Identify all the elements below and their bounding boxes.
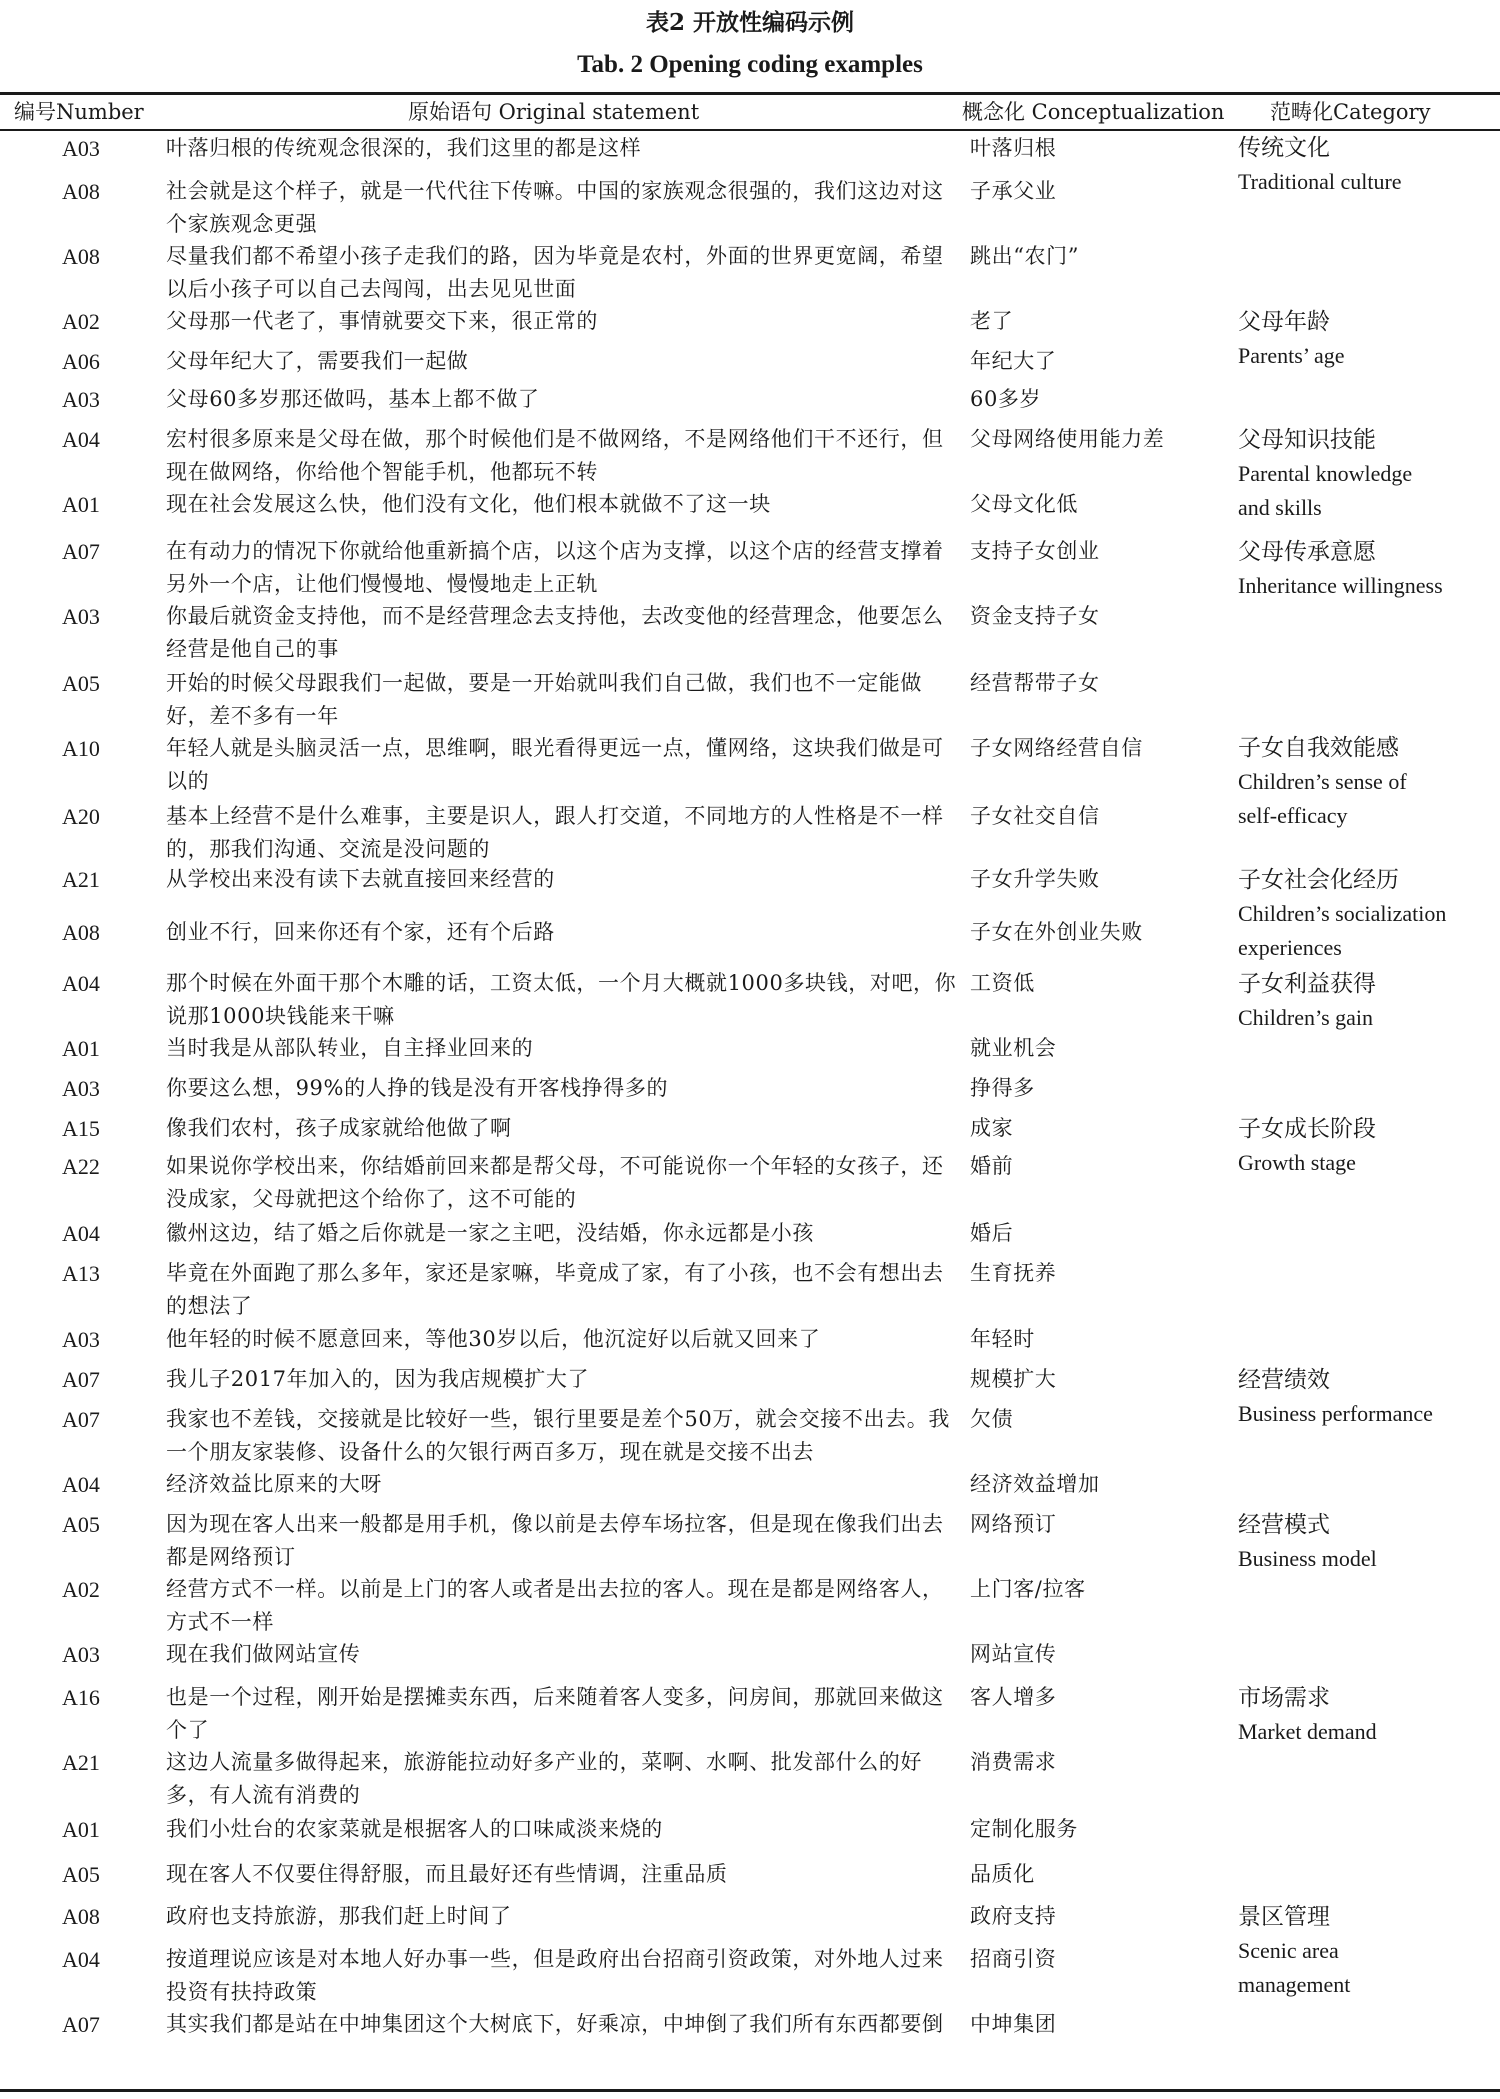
row-statement: 叶落归根的传统观念很深的，我们这里的都是这样 (166, 136, 642, 160)
row-concept: 跳出“农门” (970, 244, 1080, 268)
category-en: Growth stage (1238, 1150, 1356, 1175)
category-cn: 经营绩效 (1238, 1367, 1330, 1393)
row-number: A05 (62, 1862, 100, 1887)
row-number: A02 (62, 309, 100, 334)
row-concept: 中坤集团 (970, 2012, 1057, 2036)
row-number: A04 (62, 1472, 100, 1497)
category-cn: 父母知识技能 (1238, 427, 1376, 453)
row-statement: 我们小灶台的农家菜就是根据客人的口味咸淡来烧的 (166, 1817, 663, 1841)
row-concept: 规模扩大 (970, 1367, 1057, 1391)
row-concept: 经营帮带子女 (970, 671, 1100, 695)
row-statement: 像我们农村，孩子成家就给他做了啊 (166, 1116, 512, 1140)
row-concept: 定制化服务 (970, 1817, 1078, 1841)
row-statement: 在有动力的情况下你就给他重新搞个店，以这个店为支撑，以这个店的经营支撑着另外一个店，让他们慢慢地、慢慢地走上正轨 (166, 539, 944, 596)
row-statement: 其实我们都是站在中坤集团这个大树底下，好乘凉，中坤倒了我们所有东西都要倒 (166, 2012, 944, 2036)
row-statement: 你要这么想，99%的人挣的钱是没有开客栈挣得多的 (166, 1076, 669, 1100)
row-statement: 毕竟在外面跑了那么多年，家还是家嘛，毕竟成了家，有了小孩，也不会有想出去的想法了 (166, 1261, 944, 1318)
row-concept: 叶落归根 (970, 136, 1057, 160)
row-concept: 年轻时 (970, 1327, 1035, 1351)
row-number: A01 (62, 1817, 100, 1842)
row-number: A16 (62, 1685, 100, 1710)
row-statement: 父母60多岁那还做吗，基本上都不做了 (166, 387, 540, 411)
category-cell (1238, 423, 1500, 525)
category-cell (1238, 535, 1500, 603)
row-number: A21 (62, 867, 100, 892)
row-number: A03 (62, 1642, 100, 1667)
header-concept: 概念化 Conceptualization (962, 100, 1225, 124)
category-en: Parents’ age (1238, 343, 1345, 368)
row-number: A15 (62, 1116, 100, 1141)
row-number: A07 (62, 2012, 100, 2037)
header-statement: 原始语句 Original statement (408, 100, 700, 124)
category-cell (1238, 1508, 1500, 1576)
row-number: A13 (62, 1261, 100, 1286)
row-statement: 你最后就资金支持他，而不是经营理念去支持他，去改变他的经营理念，他要怎么经营是他自己的事 (166, 604, 944, 661)
row-number: A20 (62, 804, 100, 829)
top-rule (0, 92, 1500, 95)
row-concept: 婚前 (970, 1154, 1014, 1178)
row-number: A07 (62, 1407, 100, 1432)
category-cell (1238, 863, 1500, 965)
row-statement: 也是一个过程，刚开始是摆摊卖东西，后来随着客人变多，问房间，那就回来做这个了 (166, 1685, 944, 1742)
category-en: Scenic area management (1238, 1938, 1351, 1997)
category-cn: 市场需求 (1238, 1685, 1330, 1711)
row-concept: 成家 (970, 1116, 1014, 1140)
row-concept: 挣得多 (970, 1076, 1035, 1100)
category-en: Parental knowledge and skills (1238, 461, 1413, 520)
row-concept: 上门客/拉客 (970, 1577, 1086, 1601)
row-concept: 招商引资 (970, 1947, 1057, 1971)
row-statement: 徽州这边，结了婚之后你就是一家之主吧，没结婚，你永远都是小孩 (166, 1221, 814, 1245)
row-number: A04 (62, 971, 100, 996)
row-concept: 支持子女创业 (970, 539, 1100, 563)
row-number: A05 (62, 1512, 100, 1537)
category-cn: 子女自我效能感 (1238, 735, 1399, 761)
row-statement: 年轻人就是头脑灵活一点，思维啊，眼光看得更远一点，懂网络，这块我们做是可以的 (166, 736, 944, 793)
row-number: A04 (62, 427, 100, 452)
header-category: 范畴化Category (1270, 100, 1431, 124)
row-statement: 这边人流量多做得起来，旅游能拉动好多产业的，菜啊、水啊、批发部什么的好多，有人流有消费的 (166, 1750, 922, 1807)
row-concept: 网站宣传 (970, 1642, 1057, 1666)
row-concept: 子女升学失败 (970, 867, 1100, 891)
row-number: A05 (62, 671, 100, 696)
row-statement: 因为现在客人出来一般都是用手机，像以前是去停车场拉客，但是现在像我们出去都是网络预订 (166, 1512, 944, 1569)
row-statement: 现在客人不仅要住得舒服，而且最好还有些情调，注重品质 (166, 1862, 728, 1886)
row-number: A01 (62, 492, 100, 517)
row-number: A04 (62, 1947, 100, 1972)
row-statement: 现在我们做网站宣传 (166, 1642, 361, 1666)
row-number: A03 (62, 604, 100, 629)
row-number: A03 (62, 1327, 100, 1352)
row-concept: 老了 (970, 309, 1014, 333)
category-en: Children’s gain (1238, 1005, 1374, 1030)
category-en: Children’s sense of self-efficacy (1238, 769, 1407, 828)
row-concept: 父母文化低 (970, 492, 1078, 516)
row-statement: 我家也不差钱，交接就是比较好一些，银行里要是差个50万，就会交接不出去。我一个朋友家装修、设备什么的欠银行两百多万，现在就是交接不出去 (166, 1407, 950, 1464)
category-cell (1238, 731, 1500, 833)
row-number: A07 (62, 1367, 100, 1392)
row-statement: 创业不行，回来你还有个家，还有个后路 (166, 920, 555, 944)
row-number: A02 (62, 1577, 100, 1602)
row-number: A03 (62, 136, 100, 161)
bottom-rule (0, 2089, 1500, 2092)
category-en: Inheritance willingness (1238, 573, 1443, 598)
row-statement: 宏村很多原来是父母在做，那个时候他们是不做网络，不是网络他们干不还行，但现在做网络，你给他个智能手机，他都玩不转 (166, 427, 944, 484)
category-cn: 子女成长阶段 (1238, 1116, 1376, 1142)
row-concept: 子女社交自信 (970, 804, 1100, 828)
category-cn: 传统文化 (1238, 135, 1330, 161)
row-statement: 那个时候在外面干那个木雕的话，工资太低，一个月大概就1000多块钱，对吧，你说那1000块钱能来干嘛 (166, 971, 957, 1028)
category-en: Children’s socialization experiences (1238, 901, 1447, 960)
row-statement: 经营方式不一样。以前是上门的客人或者是出去拉的客人。现在是都是网络客人，方式不一样 (166, 1577, 944, 1634)
row-number: A21 (62, 1750, 100, 1775)
row-statement: 经济效益比原来的大呀 (166, 1472, 382, 1496)
row-concept: 品质化 (970, 1862, 1035, 1886)
row-number: A04 (62, 1221, 100, 1246)
header-number: 编号Number (14, 100, 144, 124)
row-number: A03 (62, 1076, 100, 1101)
category-en: Market demand (1238, 1719, 1377, 1744)
row-statement: 如果说你学校出来，你结婚前回来都是帮父母，不可能说你一个年轻的女孩子，还没成家，父母就把这个给你了，这不可能的 (166, 1154, 944, 1211)
category-en: Business performance (1238, 1401, 1433, 1426)
category-cn: 子女利益获得 (1238, 971, 1376, 997)
row-number: A07 (62, 539, 100, 564)
category-cell (1238, 1112, 1500, 1180)
category-cn: 父母年龄 (1238, 309, 1330, 335)
row-number: A06 (62, 349, 100, 374)
row-number: A10 (62, 736, 100, 761)
row-statement: 按道理说应该是对本地人好办事一些，但是政府出台招商引资政策，对外地人过来投资有扶持政策 (166, 1947, 944, 2004)
row-concept: 生育抚养 (970, 1261, 1057, 1285)
row-statement: 基本上经营不是什么难事，主要是识人，跟人打交道，不同地方的人性格是不一样的，那我们沟通、交流是没问题的 (166, 804, 944, 861)
row-statement: 父母年纪大了，需要我们一起做 (166, 349, 469, 373)
row-concept: 年纪大了 (970, 349, 1057, 373)
row-concept: 父母网络使用能力差 (970, 427, 1165, 451)
row-concept: 网络预订 (970, 1512, 1057, 1536)
row-number: A22 (62, 1154, 100, 1179)
row-number: A03 (62, 387, 100, 412)
row-concept: 欠债 (970, 1407, 1014, 1431)
row-statement: 社会就是这个样子，就是一代代往下传嘛。中国的家族观念很强的，我们这边对这个家族观念更强 (166, 179, 944, 236)
row-concept: 资金支持子女 (970, 604, 1100, 628)
row-number: A08 (62, 244, 100, 269)
category-cell (1238, 967, 1500, 1035)
category-cell (1238, 1363, 1500, 1431)
category-cell (1238, 1900, 1500, 2002)
row-number: A01 (62, 1036, 100, 1061)
category-en: Business model (1238, 1546, 1377, 1571)
row-concept: 工资低 (970, 971, 1035, 995)
row-statement: 现在社会发展这么快，他们没有文化，他们根本就做不了这一块 (166, 492, 771, 516)
row-concept: 客人增多 (970, 1685, 1057, 1709)
row-statement: 从学校出来没有读下去就直接回来经营的 (166, 867, 555, 891)
category-cn: 经营模式 (1238, 1512, 1330, 1538)
category-cn: 父母传承意愿 (1238, 539, 1376, 565)
row-statement: 尽量我们都不希望小孩子走我们的路，因为毕竟是农村，外面的世界更宽阔，希望以后小孩子可以自己去闯闯，出去见见世面 (166, 244, 944, 301)
row-statement: 开始的时候父母跟我们一起做，要是一开始就叫我们自己做，我们也不一定能做好，差不多有一年 (166, 671, 922, 728)
category-cn: 子女社会化经历 (1238, 867, 1399, 893)
row-number: A08 (62, 179, 100, 204)
row-concept: 消费需求 (970, 1750, 1057, 1774)
row-statement: 我儿子2017年加入的，因为我店规模扩大了 (166, 1367, 590, 1391)
row-concept: 婚后 (970, 1221, 1014, 1245)
row-statement: 政府也支持旅游，那我们赶上时间了 (166, 1904, 512, 1928)
row-number: A08 (62, 920, 100, 945)
row-concept: 子女在外创业失败 (970, 920, 1143, 944)
row-statement: 他年轻的时候不愿意回来，等他30岁以后，他沉淀好以后就又回来了 (166, 1327, 821, 1351)
category-cell (1238, 1681, 1500, 1749)
row-concept: 60多岁 (970, 387, 1042, 411)
row-concept: 就业机会 (970, 1036, 1057, 1060)
row-number: A08 (62, 1904, 100, 1929)
category-cell (1238, 305, 1500, 373)
row-statement: 当时我是从部队转业，自主择业回来的 (166, 1036, 534, 1060)
row-statement: 父母那一代老了，事情就要交下来，很正常的 (166, 309, 598, 333)
row-concept: 子女网络经营自信 (970, 736, 1143, 760)
category-cn: 景区管理 (1238, 1904, 1330, 1930)
row-concept: 子承父业 (970, 179, 1057, 203)
row-concept: 政府支持 (970, 1904, 1057, 1928)
table-title-en: Tab. 2 Opening coding examples (577, 51, 923, 78)
table-title-cn: 表2 开放性编码示例 (645, 9, 854, 36)
category-en: Traditional culture (1238, 169, 1402, 194)
category-cell (1238, 131, 1500, 199)
row-concept: 经济效益增加 (970, 1472, 1100, 1496)
